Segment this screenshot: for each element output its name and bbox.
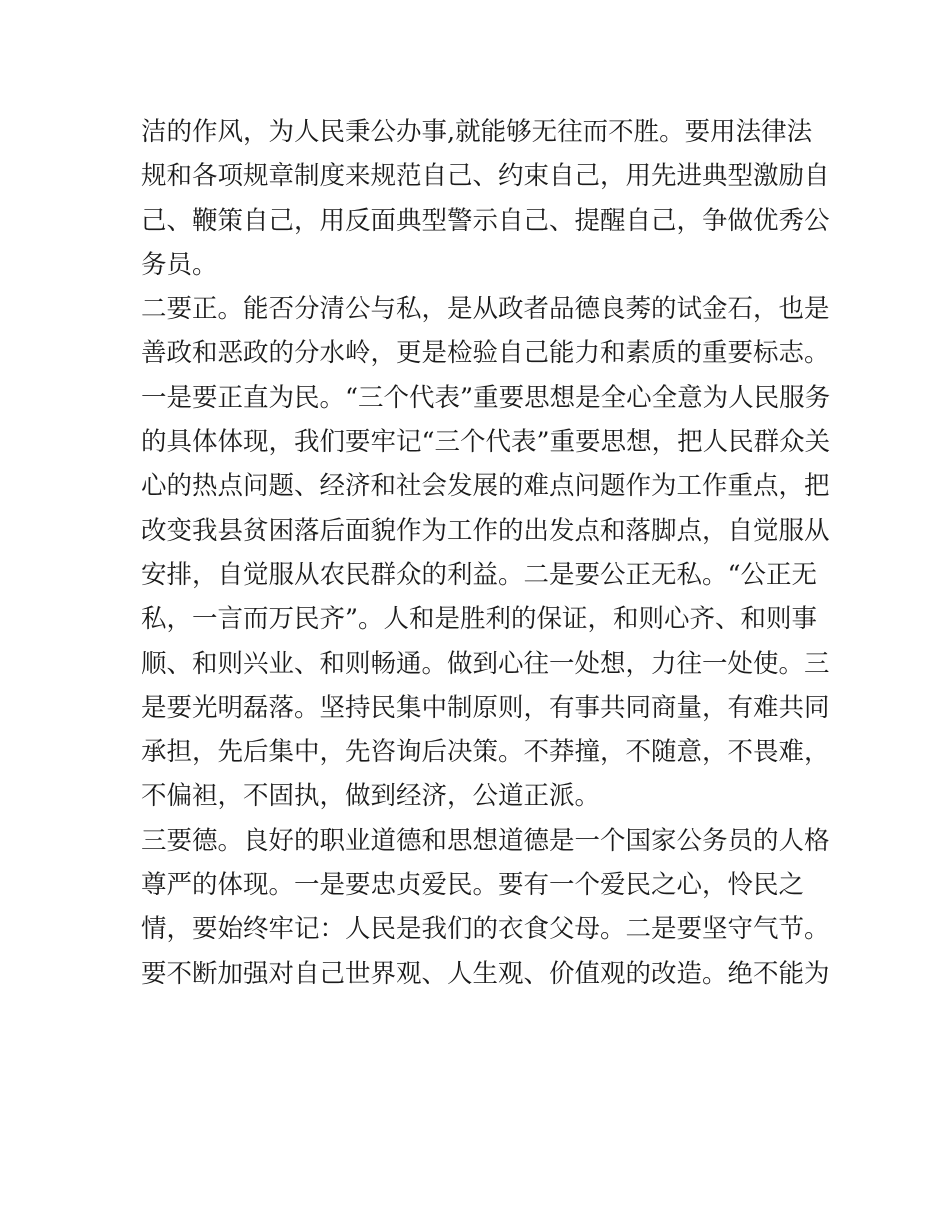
text-line: 二要正。能否分清公与私，是从政者品德良莠的试金石，也是 xyxy=(141,294,830,325)
text-line: 洁的作风，为人民秉公办事,就能够无往而不胜。要用法律法 xyxy=(141,117,813,147)
text-line: 尊严的体现。一是要忠贞爱民。要有一个爱民之心，怜民之 xyxy=(141,870,805,901)
text-line: 情，要始终牢记：人民是我们的衣食父母。二是要坚守气节。 xyxy=(141,914,830,945)
body-text xyxy=(141,110,831,996)
text-line: 是要光明磊落。坚持民集中制原则，有事共同商量，有难共同 xyxy=(141,692,830,723)
text-line: 安排，自觉服从农民群众的利益。二是要公正无私。“公正无 xyxy=(141,559,818,590)
text-line: 善政和恶政的分水岭，更是检验自己能力和素质的重要标志。 xyxy=(141,338,830,369)
text-line: 规和各项规章制度来规范自己、约束自己，用先进典型激励自 xyxy=(141,161,830,192)
text-line: 己、鞭策自己，用反面典型警示自己、提醒自己，争做优秀公 xyxy=(141,205,830,236)
text-line: 一是要正直为民。“三个代表”重要思想是全心全意为人民服务 xyxy=(141,382,831,413)
text-line: 三要德。良好的职业道德和思想道德是一个国家公务员的人格 xyxy=(141,825,830,856)
text-line: 顺、和则兴业、和则畅通。做到心往一处想，力往一处使。三 xyxy=(141,648,830,679)
text-line: 心的热点问题、经济和社会发展的难点问题作为工作重点，把 xyxy=(141,471,830,502)
text-line: 改变我县贫困落后面貌作为工作的出发点和落脚点，自觉服从 xyxy=(141,515,830,546)
text-line: 务员。 xyxy=(141,249,218,280)
text-line: 承担，先后集中，先咨询后决策。不莽撞，不随意，不畏难， xyxy=(141,737,830,768)
text-line: 的具体体现，我们要牢记“三个代表”重要思想，把人民群众关 xyxy=(141,427,831,458)
text-line: 要不断加强对自己世界观、人生观、价值观的改造。绝不能为 xyxy=(141,958,830,989)
text-line: 私，一言而万民齐”。人和是胜利的保证，和则心齐、和则事 xyxy=(141,604,818,635)
text-line: 不偏袒，不固执，做到经济，公道正派。 xyxy=(141,781,601,812)
